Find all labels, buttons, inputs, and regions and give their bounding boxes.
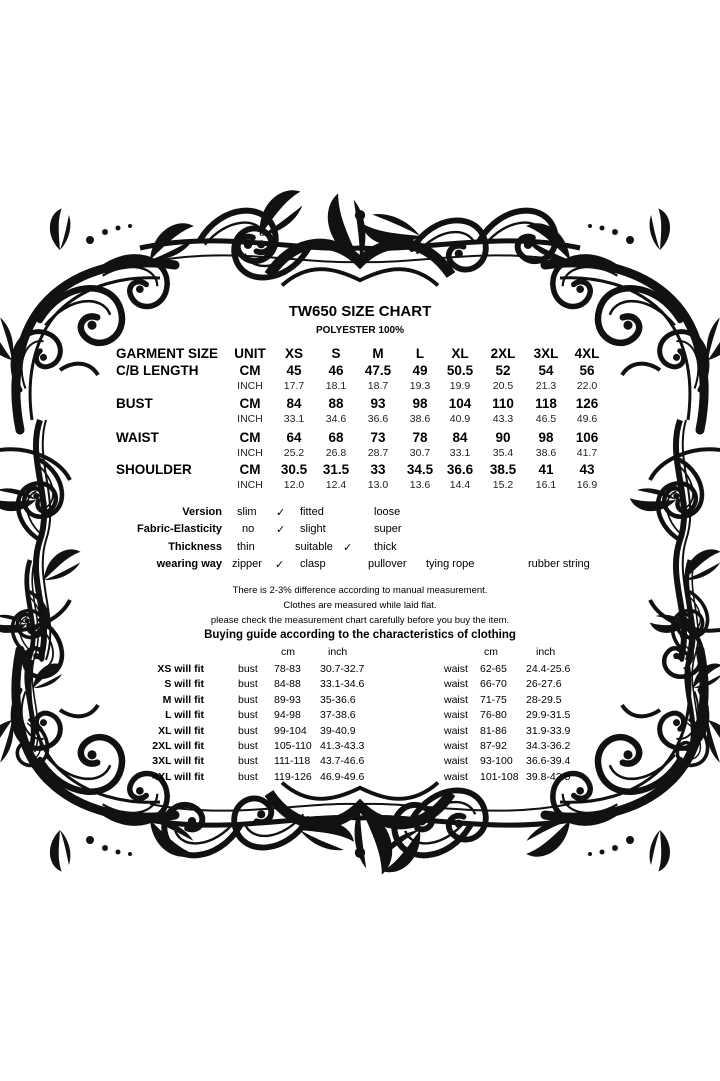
cm-value: 30.5: [280, 462, 308, 477]
cm-value: 98: [538, 430, 554, 445]
attribute-option: suitable: [295, 541, 333, 553]
inch-value: 36.6: [367, 413, 389, 425]
inch-value: 49.6: [576, 413, 598, 425]
guide-bust-cm: 105-110: [274, 740, 312, 752]
guide-fit-label: L will fit: [165, 709, 204, 722]
cm-value: 33: [370, 462, 386, 477]
row-label: SHOULDER: [116, 462, 192, 477]
attribute-option: no: [242, 523, 255, 535]
header-3xl: 3XL: [533, 346, 559, 361]
chart-title: TW650 SIZE CHART: [288, 303, 432, 320]
attribute-option: tying rope: [426, 558, 475, 570]
unit-cm: CM: [239, 430, 261, 445]
inch-value: 38.6: [409, 413, 431, 425]
note-line: There is 2-3% difference according to manual measurement.: [232, 585, 488, 596]
note-line: please check the measurement chart carefully before you buy the item.: [210, 615, 510, 626]
unit-cm: CM: [239, 396, 261, 411]
guide-bust-label: bust: [238, 724, 258, 737]
inch-value: 19.9: [449, 380, 471, 392]
note-line: Clothes are measured while laid flat.: [283, 600, 437, 611]
cm-value: 84: [286, 396, 302, 411]
cm-value: 64: [286, 430, 302, 445]
guide-bust-cm: 111-118: [274, 755, 311, 768]
inch-value: 19.3: [409, 380, 431, 392]
cm-value: 118: [535, 396, 557, 411]
cm-value: 88: [328, 396, 344, 411]
unit-inch: INCH: [237, 479, 263, 491]
inch-value: 34.6: [325, 413, 347, 425]
guide-bust-label: bust: [238, 740, 258, 752]
guide-bust-inch: 43.7-46.6: [320, 755, 365, 768]
inch-value: 22.0: [576, 380, 598, 392]
attribute-option: pullover: [368, 558, 407, 570]
guide-waist-label: waist: [444, 755, 468, 768]
guide-fit-label: 3XL will fit: [152, 755, 204, 768]
header-m: M: [372, 346, 384, 361]
cm-value: 52: [495, 363, 511, 378]
inch-value: 30.7: [409, 447, 431, 459]
inch-value: 20.5: [492, 380, 514, 392]
guide-bust-inch: 37-38.6: [320, 709, 356, 722]
guide-bust-inch: 35-36.6: [320, 693, 356, 706]
header-garment-size: GARMENT SIZE: [116, 346, 219, 361]
guide-waist-inch: 26-27.6: [526, 678, 562, 691]
attribute-option: slight: [300, 523, 326, 535]
guide-fit-label: 2XL will fit: [152, 740, 204, 752]
inch-value: 12.0: [283, 479, 305, 491]
header-xs: XS: [284, 346, 303, 361]
cm-value: 78: [412, 430, 428, 445]
header-2xl: 2XL: [490, 346, 516, 361]
header-l: L: [415, 346, 425, 361]
cm-value: 106: [575, 430, 599, 445]
row-label: C/B LENGTH: [116, 363, 199, 378]
cm-value: 31.5: [322, 462, 350, 477]
attribute-option: zipper: [232, 558, 262, 570]
cm-value: 110: [492, 396, 514, 411]
inch-value: 28.7: [367, 447, 389, 459]
inch-value: 25.2: [283, 447, 305, 459]
guide-waist-cm: 93-100: [480, 755, 513, 768]
header-unit: UNIT: [234, 346, 266, 361]
checkmark-icon: ✓: [276, 524, 286, 536]
header-xl: XL: [451, 346, 469, 361]
guide-bust-inch-header: inch: [328, 646, 348, 658]
attribute-option: loose: [374, 506, 401, 518]
guide-bust-cm: 94-98: [274, 709, 301, 722]
unit-cm: CM: [239, 462, 261, 477]
inch-value: 26.8: [325, 447, 347, 459]
guide-waist-inch: 24.4-25.6: [526, 663, 571, 675]
cm-value: 68: [328, 430, 344, 445]
guide-bust-cm: 84-88: [274, 678, 301, 691]
inch-value: 33.1: [283, 413, 305, 425]
inch-value: 46.5: [535, 413, 557, 425]
cm-value: 98: [412, 396, 428, 411]
cm-value: 49: [412, 363, 428, 378]
cm-value: 41: [538, 462, 554, 477]
guide-bust-inch: 33.1-34.6: [320, 678, 365, 691]
inch-value: 33.1: [449, 447, 471, 459]
guide-bust-cm: 99-104: [274, 724, 307, 737]
row-label: BUST: [116, 396, 153, 411]
cm-value: 90: [495, 430, 511, 445]
cm-value: 126: [575, 396, 599, 411]
guide-waist-cm: 81-86: [480, 724, 507, 737]
guide-fit-label: XS will fit: [157, 663, 204, 675]
attribute-option: rubber string: [528, 558, 590, 570]
guide-waist-inch: 29.9-31.5: [526, 709, 571, 722]
guide-bust-inch: 30.7-32.7: [320, 663, 365, 675]
inch-value: 41.7: [576, 447, 598, 459]
guide-bust-cm: 119-126: [274, 770, 312, 783]
cm-value: 73: [370, 430, 386, 445]
inch-value: 35.4: [492, 447, 514, 459]
guide-waist-inch: 39.8-42.5: [526, 770, 571, 783]
guide-bust-cm: 89-93: [274, 693, 301, 706]
guide-bust-label: bust: [238, 709, 258, 722]
guide-waist-label: waist: [444, 770, 468, 783]
guide-waist-label: waist: [444, 678, 468, 691]
guide-waist-cm: 87-92: [480, 740, 507, 752]
guide-bust-inch: 39-40.9: [320, 724, 356, 737]
guide-bust-label: bust: [238, 663, 258, 675]
guide-waist-cm-header: cm: [484, 646, 498, 658]
guide-bust-inch: 41.3-43.3: [320, 740, 365, 752]
guide-bust-label: bust: [238, 755, 258, 768]
cm-value: 47.5: [364, 363, 392, 378]
attribute-label: wearing way: [156, 558, 222, 570]
cm-value: 50.5: [446, 363, 474, 378]
inch-value: 38.6: [535, 447, 557, 459]
inch-value: 17.7: [283, 380, 305, 392]
guide-waist-label: waist: [444, 663, 468, 675]
header-s: S: [331, 346, 341, 361]
guide-bust-label: bust: [238, 678, 258, 691]
inch-value: 18.1: [325, 380, 347, 392]
cm-value: 45: [286, 363, 302, 378]
inch-value: 21.3: [535, 380, 557, 392]
guide-bust-cm: 78-83: [274, 663, 301, 675]
attribute-option: fitted: [300, 506, 324, 518]
inch-value: 15.2: [492, 479, 514, 491]
guide-waist-inch-header: inch: [536, 646, 556, 658]
cm-value: 54: [538, 363, 554, 378]
guide-bust-label: bust: [238, 770, 258, 783]
row-label: WAIST: [116, 430, 159, 445]
cm-value: 93: [370, 396, 386, 411]
guide-fit-label: 4XL will fit: [152, 770, 204, 783]
inch-value: 13.6: [409, 479, 431, 491]
checkmark-icon: ✓: [275, 559, 285, 571]
cm-value: 84: [452, 430, 468, 445]
guide-waist-inch: 34.3-36.2: [526, 740, 571, 752]
guide-bust-cm-header: cm: [281, 646, 295, 658]
unit-inch: INCH: [237, 447, 263, 459]
header-4xl: 4XL: [574, 346, 600, 361]
guide-bust-inch: 46.9-49.6: [320, 770, 365, 783]
inch-value: 16.1: [535, 479, 557, 491]
unit-inch: INCH: [237, 413, 263, 425]
guide-bust-label: bust: [238, 693, 258, 706]
guide-waist-cm: 76-80: [480, 709, 507, 722]
inch-value: 12.4: [325, 479, 347, 491]
unit-inch: INCH: [237, 380, 263, 392]
guide-waist-inch: 31.9-33.9: [526, 724, 571, 737]
inch-value: 40.9: [449, 413, 471, 425]
attribute-label: Thickness: [168, 541, 222, 553]
guide-waist-label: waist: [444, 709, 468, 722]
cm-value: 43: [579, 462, 595, 477]
chart-subtitle: POLYESTER 100%: [315, 325, 404, 336]
checkmark-icon: ✓: [343, 542, 353, 554]
guide-waist-cm: 66-70: [480, 678, 507, 691]
attribute-label: Fabric-Elasticity: [137, 523, 222, 535]
inch-value: 18.7: [367, 380, 389, 392]
attribute-label: Version: [182, 506, 222, 518]
guide-waist-inch: 28-29.5: [526, 693, 562, 706]
guide-waist-cm: 101-108: [480, 770, 519, 783]
attribute-option: clasp: [300, 558, 326, 570]
inch-value: 13.0: [367, 479, 389, 491]
cm-value: 104: [448, 396, 472, 411]
cm-value: 38.5: [489, 462, 517, 477]
cm-value: 34.5: [406, 462, 434, 477]
guide-waist-inch: 36.6-39.4: [526, 755, 571, 768]
inch-value: 43.3: [492, 413, 514, 425]
guide-waist-cm: 71-75: [480, 693, 507, 706]
attribute-option: super: [374, 523, 402, 535]
guide-fit-label: M will fit: [162, 693, 204, 706]
attribute-option: thin: [237, 541, 255, 553]
inch-value: 14.4: [449, 479, 471, 491]
guide-waist-label: waist: [444, 693, 468, 706]
guide-fit-label: S will fit: [164, 678, 204, 691]
inch-value: 16.9: [576, 479, 598, 491]
guide-fit-label: XL will fit: [158, 724, 204, 737]
cm-value: 46: [328, 363, 344, 378]
cm-value: 56: [579, 363, 595, 378]
cm-value: 36.6: [446, 462, 474, 477]
guide-waist-label: waist: [444, 740, 468, 752]
attribute-option: thick: [374, 541, 397, 553]
buying-guide-title: Buying guide according to the characteristics of clothing: [204, 629, 516, 641]
checkmark-icon: ✓: [276, 507, 286, 519]
attribute-option: slim: [237, 506, 257, 518]
guide-waist-cm: 62-65: [480, 663, 507, 675]
unit-cm: CM: [239, 363, 261, 378]
guide-waist-label: waist: [444, 724, 468, 737]
